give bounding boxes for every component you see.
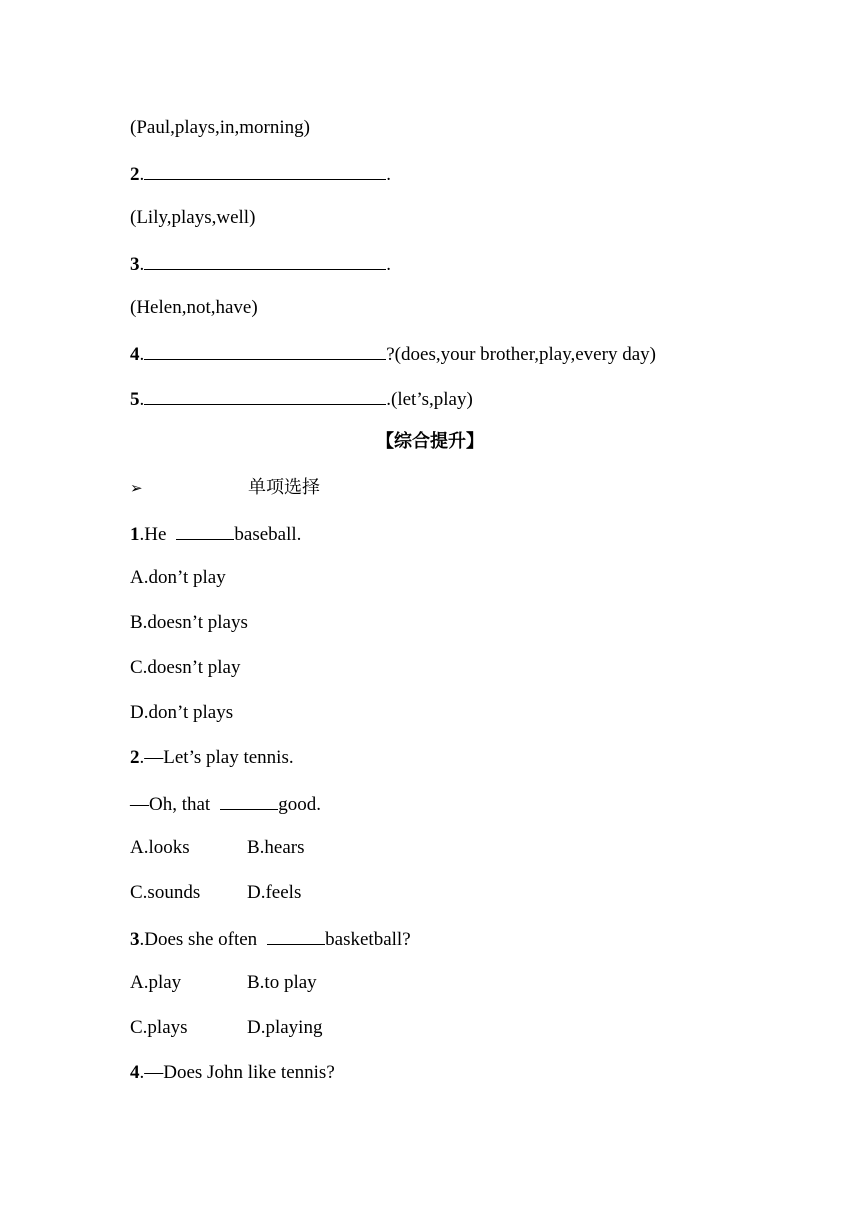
answer-blank[interactable] (144, 341, 386, 360)
question-2 (130, 746, 294, 770)
fill-hint-2: (Lily,plays,well) (130, 207, 256, 228)
question-number: 1 (130, 524, 140, 545)
question-text: .—Does John like tennis? (139, 1062, 335, 1083)
options-row-2 (130, 1016, 322, 1040)
answer-blank[interactable] (176, 521, 234, 540)
question-text: .—Let’s play tennis. (139, 747, 294, 768)
item-number: 5 (130, 389, 140, 410)
option-c[interactable]: C.doesn’t play (130, 657, 241, 678)
item-tail: . (386, 254, 391, 275)
question-3 (130, 926, 411, 952)
options-row-1 (130, 836, 305, 860)
subsection-label: 单项选择 (248, 477, 320, 498)
question-2-reply (130, 791, 321, 817)
option-a[interactable]: A.don’t play (130, 567, 226, 588)
option-b[interactable]: B.to play (247, 972, 317, 993)
answer-blank[interactable] (144, 251, 386, 270)
item-number: 2 (130, 164, 140, 185)
question-number: 4 (130, 1062, 140, 1083)
option-b[interactable]: B.hears (247, 837, 305, 858)
question-text: .Does she often (139, 929, 258, 950)
question-number: 2 (130, 747, 140, 768)
question-text-end: baseball. (234, 524, 302, 545)
question-text-end: good. (278, 794, 321, 815)
option-d[interactable]: D.don’t plays (130, 702, 234, 723)
item-tail: .(let’s,play) (386, 389, 473, 410)
subsection-heading (130, 476, 320, 500)
answer-blank[interactable] (144, 161, 386, 180)
question-text: .He (139, 524, 167, 545)
item-tail: . (386, 164, 391, 185)
answer-blank[interactable] (144, 386, 386, 405)
option-b[interactable]: B.doesn’t plays (130, 612, 248, 633)
question-1 (130, 521, 301, 547)
fill-item-2: 2. . (130, 161, 391, 187)
option-c[interactable]: C.plays (130, 1017, 188, 1038)
question-number: 3 (130, 929, 140, 950)
answer-blank[interactable] (220, 791, 278, 810)
option-a[interactable]: A.play (130, 972, 182, 993)
arrow-bullet-icon: ➢ (130, 479, 143, 497)
item-number: 4 (130, 344, 140, 365)
fill-item-4: 4. ?(does,your brother,play,every day) (130, 341, 656, 367)
answer-blank[interactable] (267, 926, 325, 945)
options-row-2 (130, 881, 301, 905)
question-4 (130, 1061, 335, 1085)
options-row-1 (130, 971, 317, 995)
item-tail: ?(does,your brother,play,every day) (386, 344, 656, 365)
option-d[interactable]: D.playing (247, 1017, 323, 1038)
fill-hint-1: (Paul,plays,in,morning) (130, 117, 310, 138)
option-a[interactable]: A.looks (130, 837, 190, 858)
item-number: 3 (130, 254, 140, 275)
question-text-end: basketball? (325, 929, 411, 950)
fill-item-5: 5. .(let’s,play) (130, 386, 473, 412)
question-text: —Oh, that (130, 794, 211, 815)
fill-item-3: 3. . (130, 251, 391, 277)
section-title: 【综合提升】 (376, 431, 484, 452)
option-c[interactable]: C.sounds (130, 882, 201, 903)
fill-hint-3: (Helen,not,have) (130, 297, 258, 318)
option-d[interactable]: D.feels (247, 882, 302, 903)
